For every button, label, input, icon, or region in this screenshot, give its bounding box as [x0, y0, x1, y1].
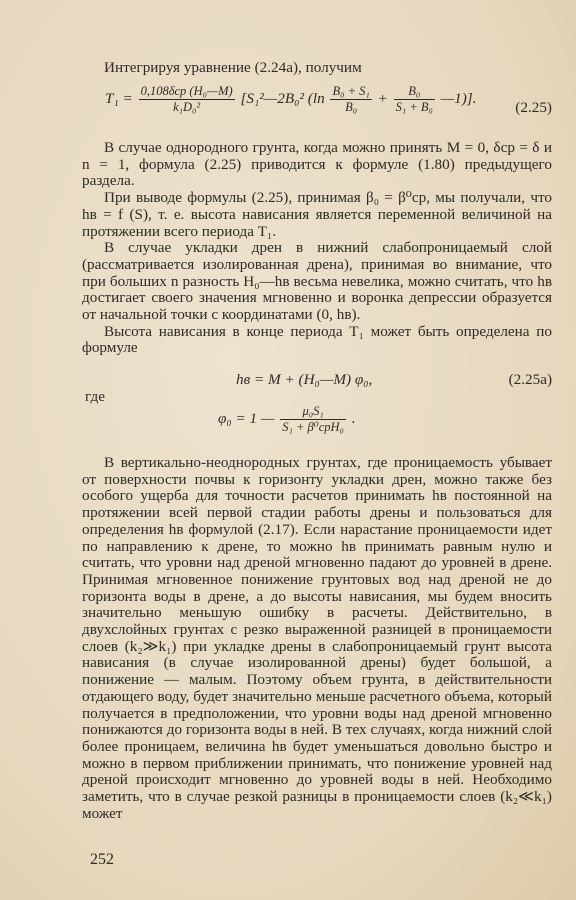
- page-number: 252: [90, 851, 114, 868]
- equation-phi0: φ₀ = 1 — $\frac{\text{μ₀S₁}}{\text{S₁ + β⁰срH₀}}$ .: [218, 404, 356, 434]
- paragraph-heterogeneous: В вертикально-неоднородных грунтах, где проницаемость убывает от поверхности почвы к горизонту укладки дрен, можно также без особого ущерба для точности расчетов принимать hв постоянной на протяжении всей первой стадии работы дрены и пользоваться для определения hв формулой (2.17). Если нарастание проницаемости идет по направлению к дрене, то можно hв принимать равным нулю и считать, что уровни над дреной мгновенно падают до уровней в дрене. Принимая мгновенное понижение грунтовых вод над дреной не до горизонта воды в дрене, а до высоты нависания, мы будем вносить значительно меньшую ошибку в расчеты. Действительно, в двухслойных грунтах с резко выраженной разницей в проницаемости слоев (k₂≫k₁) при укладке дрены в слабопроницаемый грунт высота нависания (в случае изолированной дрены) будет большой, а понижение — малым. Поэтому объем грунта, в действительности отдающего воду, будет значительно меньше расчетного объема, который получается в предположении, что уровни воды над дреной мгновенно понижаются до горизонта воды в ней. В тех случаях, когда нижний слой более проницаем, величина hв будет уменьшаться довольно быстро и можно в первом приближении принимать, что понижение уровней над дреной происходит мгновенно до уровней воды в ней. Необходимо заметить, что в случае резкой разницы в проницаемости слоев (k₂≪k₁) может: [82, 454, 552, 822]
- paragraph-derivation: При выводе формулы (2.25), принимая β₀ = β⁰ср, мы получали, что hв = f (S), т. е. высота нависания является переменной величиной на протяжении всего периода T₁.: [82, 189, 552, 240]
- equation-number-2-25a: (2.25а): [508, 371, 552, 388]
- fraction-second-term: $\frac{\text{B₀}}{\text{S₁ + B₀}}$: [395, 84, 433, 114]
- where-label: где: [85, 388, 105, 405]
- equation-number-2-25: (2.25): [515, 99, 552, 116]
- paragraph-height-end: Высота нависания в конце периода T₁ может быть определена по формуле: [82, 322, 552, 357]
- main-text-block: [82, 455, 552, 822]
- paragraphs-block: [82, 140, 552, 357]
- equation-2-25a: hв = M + (H₀—M) φ₀,: [236, 371, 373, 388]
- fraction-coefficient: $\frac{\text{0,108δср (H₀—M)}}{\text{k₁D₀²}}$: [140, 84, 233, 114]
- intro-line: Интегрируя уравнение (2.24а), получим: [104, 59, 362, 76]
- paragraph-lower-layer: В случае укладки дрен в нижний слабопроницаемый слой (рассматривается изолированная дрена), принимая во внимание, что при больших n разность H₀—hв весьма невелика, можно считать, что hв достигает своего значения мгновенно и воронка депрессии образуется от начальной точки с координатами (0, hв).: [82, 239, 552, 324]
- equation-2-25: T₁ = $\frac{\text{0,108δср (H₀—M)}}{\text{k₁D₀²}}$ [S₁²—2B₀² (ln $\frac{\text{B₀ + S₁}}{\text{B₀}}$ + $\frac{\text{B₀}}{\text{S₁ + B₀}}$ —1)].: [105, 84, 477, 114]
- fraction-log-argument: $\frac{\text{B₀ + S₁}}{\text{B₀}}$: [332, 84, 370, 114]
- fraction-phi0: $\frac{\text{μ₀S₁}}{\text{S₁ + β⁰срH₀}}$: [282, 404, 344, 434]
- paragraph-homogeneous: В случае однородного грунта, когда можно принять M = 0, δср = δ и n = 1, формула (2.25) приводится к формуле (1.80) предыдущего раздела.: [82, 139, 552, 190]
